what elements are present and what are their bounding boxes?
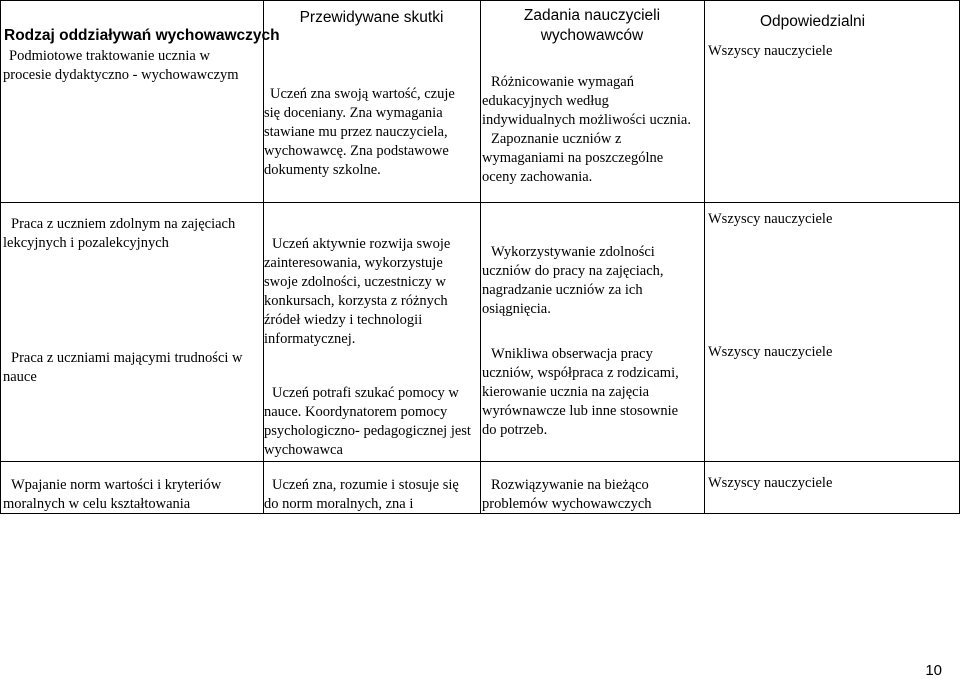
row3-effects: Uczeń zna, rozumie i stosuje się do norm moralnych, zna i bbox=[264, 477, 459, 512]
header-col4: Odpowiedzialni bbox=[760, 13, 866, 30]
row2-type-difficulties: Praca z uczniami mającymi trudności w nauce bbox=[3, 350, 243, 385]
row1-effects: Uczeń zna swoją wartość, czuje się doceniany. Zna wymagania stawiane mu przez nauczyciela, wychowawcę. Zna podstawowe dokumenty szkolne. bbox=[264, 86, 455, 178]
row3-type: Wpajanie norm wartości i kryteriów moralnych w celu kształtowania bbox=[3, 477, 222, 512]
row3-responsible: Wszyscy nauczyciele bbox=[708, 475, 833, 491]
row3-tasks: Rozwiązywanie na bieżąco problemów wychowawczych bbox=[482, 477, 652, 512]
row1-tasks: Różnicowanie wymagań edukacyjnych według indywidualnych możliwości ucznia. Zapoznanie uczniów z wymaganiami na poszczególne oceny zachowania. bbox=[482, 74, 691, 185]
header-col2: Przewidywane skutki bbox=[299, 9, 444, 26]
row2-type-gifted: Praca z uczniem zdolnym na zajęciach lekcyjnych i pozalekcyjnych bbox=[3, 216, 236, 251]
row2-effects-gifted: Uczeń aktywnie rozwija swoje zainteresowania, wykorzystuje swoje zdolności, uczestniczy w konkursach, korzysta z różnych źródeł wiedzy i technologii informatycznej. bbox=[264, 236, 451, 347]
row1-type: Podmiotowe traktowanie ucznia w procesie dydaktyczno - wychowawczym bbox=[3, 48, 239, 83]
header-col1: Rodzaj oddziaływań wychowawczych bbox=[4, 27, 280, 44]
header-col3: Zadania nauczycieli wychowawców bbox=[523, 7, 661, 44]
row2-responsible-difficulties: Wszyscy nauczyciele bbox=[708, 344, 833, 360]
page-number: 10 bbox=[925, 662, 942, 679]
row2-effects-difficulties: Uczeń potrafi szukać pomocy w nauce. Koordynatorem pomocy psychologiczno- pedagogicznej jest wychowawca bbox=[264, 385, 471, 458]
row1-responsible: Wszyscy nauczyciele bbox=[708, 43, 833, 59]
row2-tasks-difficulties: Wnikliwa obserwacja pracy uczniów, współpraca z rodzicami, kierowanie ucznia na zajęcia wyrównawcze lub inne stosownie do potrzeb. bbox=[482, 346, 679, 438]
row2-tasks-gifted: Wykorzystywanie zdolności uczniów do pracy na zajęciach, nagradzanie uczniów za ich osiągnięcia. bbox=[482, 244, 664, 317]
row2-responsible-gifted: Wszyscy nauczyciele bbox=[708, 211, 833, 227]
